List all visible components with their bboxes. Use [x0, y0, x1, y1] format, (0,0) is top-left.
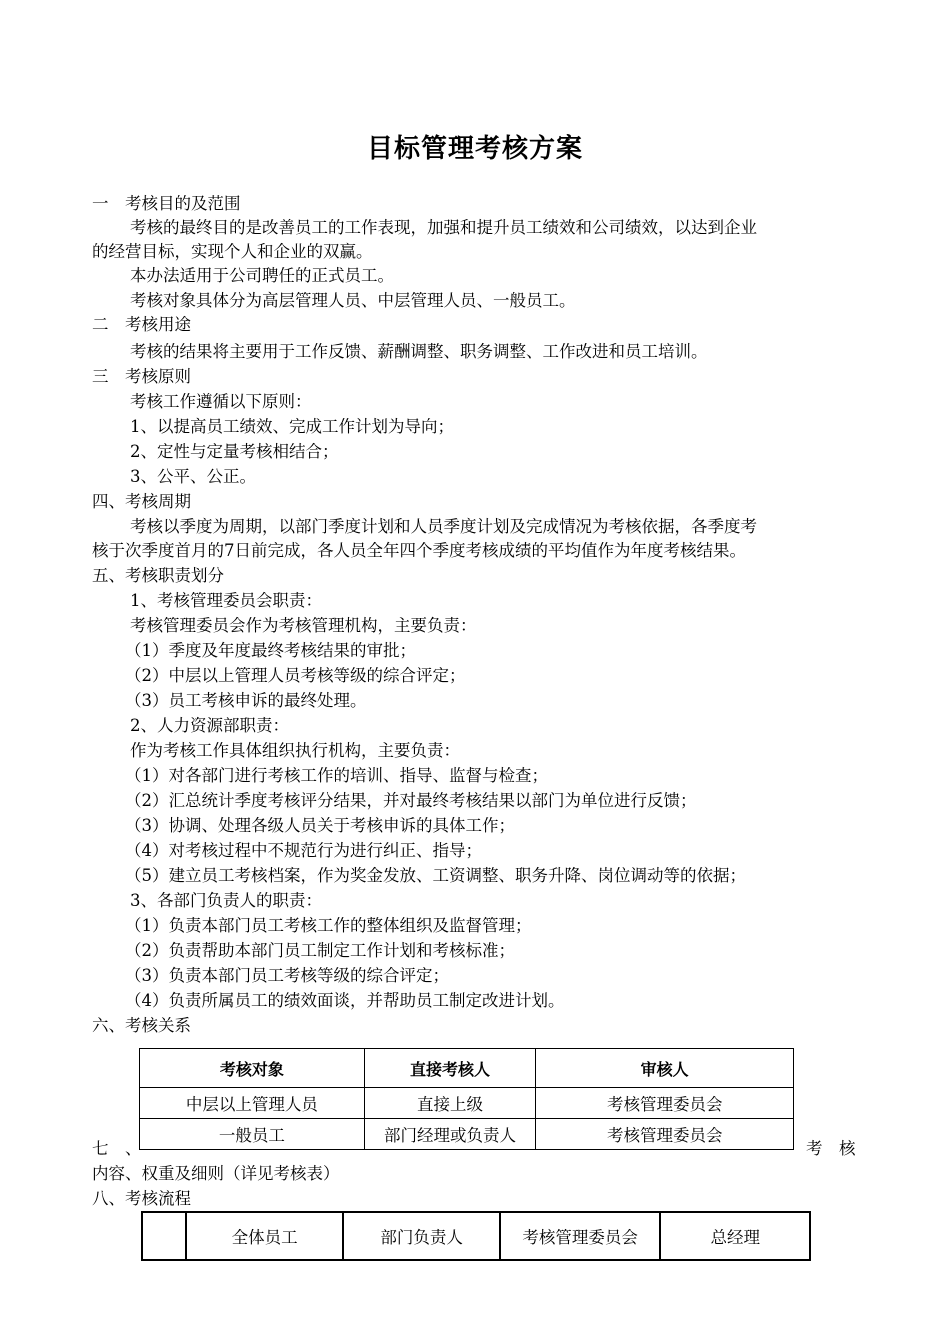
table-cell: 直接上级	[364, 1088, 536, 1119]
list-item: （1）对各部门进行考核工作的培训、指导、监督与检查；	[125, 766, 548, 785]
table-cell	[142, 1212, 186, 1260]
list-item: （3）员工考核申诉的最终处理。	[125, 691, 367, 710]
table-cell: 考核管理委员会	[536, 1119, 794, 1150]
list-item: （1）负责本部门员工考核工作的整体组织及监督管理；	[125, 916, 532, 935]
list-item: （1）季度及年度最终考核结果的审批；	[125, 641, 416, 660]
list-item: 3、公平、公正。	[130, 467, 256, 486]
paragraph-line: 的经营目标，实现个人和企业的双赢。	[92, 242, 373, 261]
table-header-row	[140, 1049, 794, 1088]
list-item: （3）协调、处理各级人员关于考核申诉的具体工作；	[125, 816, 515, 835]
section-heading: 一 考核目的及范围	[92, 194, 241, 213]
list-item: （5）建立员工考核档案，作为奖金发放、工资调整、职务升降、岗位调动等的依据；	[125, 866, 746, 885]
table-cell: 中层以上管理人员	[140, 1088, 365, 1119]
section-heading: 八、考核流程	[92, 1189, 191, 1208]
table-header-cell: 直接考核人	[364, 1049, 536, 1088]
section-heading: 七 、	[92, 1139, 142, 1158]
paragraph-line: 作为考核工作具体组织执行机构，主要负责：	[130, 741, 460, 760]
list-item: （2）汇总统计季度考核评分结果，并对最终考核结果以部门为单位进行反馈；	[125, 791, 697, 810]
paragraph-line: 核于次季度首月的7日前完成，各人员全年四个季度考核成绩的平均值作为年度考核结果。	[92, 541, 746, 560]
list-item: （4）负责所属员工的绩效面谈，并帮助员工制定改进计划。	[125, 991, 565, 1010]
table-header-cell: 考核对象	[140, 1049, 365, 1088]
relation-table	[139, 1048, 794, 1150]
table-row	[140, 1119, 794, 1150]
paragraph-line: 本办法适用于公司聘任的正式员工。	[130, 266, 394, 285]
subheading: 2、人力资源部职责：	[130, 716, 289, 735]
page-title: 目标管理考核方案	[366, 134, 583, 164]
section-heading-tail: 考 核	[806, 1139, 856, 1158]
paragraph-line: 考核以季度为周期，以部门季度计划和人员季度计划及完成情况为考核依据，各季度考	[130, 517, 757, 536]
paragraph-line: 考核对象具体分为高层管理人员、中层管理人员、一般员工。	[130, 291, 576, 310]
section-heading: 四、考核周期	[92, 492, 191, 511]
table-cell: 部门经理或负责人	[364, 1119, 536, 1150]
table-cell: 一般员工	[140, 1119, 365, 1150]
list-item: 2、定性与定量考核相结合；	[130, 442, 339, 461]
paragraph-line: 考核的结果将主要用于工作反馈、薪酬调整、职务调整、工作改进和员工培训。	[130, 342, 708, 361]
list-item: （2）负责帮助本部门员工制定工作计划和考核标准；	[125, 941, 515, 960]
section-heading: 二 考核用途	[92, 315, 191, 334]
list-item: （2）中层以上管理人员考核等级的综合评定；	[125, 666, 466, 685]
table-cell: 总经理	[660, 1212, 810, 1260]
paragraph-line: 考核工作遵循以下原则：	[130, 392, 312, 411]
list-item: 1、以提高员工绩效、完成工作计划为导向；	[130, 417, 454, 436]
section-heading: 三 考核原则	[92, 367, 191, 386]
section-heading: 五、考核职责划分	[92, 566, 224, 585]
table-cell: 全体员工	[186, 1212, 344, 1260]
list-item: （4）对考核过程中不规范行为进行纠正、指导；	[125, 841, 482, 860]
table-header-cell: 审核人	[536, 1049, 794, 1088]
list-item: （3）负责本部门员工考核等级的综合评定；	[125, 966, 449, 985]
subheading: 3、各部门负责人的职责：	[130, 891, 322, 910]
table-cell: 部门负责人	[343, 1212, 500, 1260]
process-flow-table	[141, 1211, 811, 1261]
subheading: 1、考核管理委员会职责：	[130, 591, 322, 610]
paragraph-line: 考核管理委员会作为考核管理机构，主要负责：	[130, 616, 477, 635]
table-cell: 考核管理委员会	[500, 1212, 661, 1260]
paragraph-line: 考核的最终目的是改善员工的工作表现，加强和提升员工绩效和公司绩效，以达到企业	[130, 218, 757, 237]
section-heading: 六、考核关系	[92, 1016, 191, 1035]
paragraph-line: 内容、权重及细则（详见考核表）	[92, 1164, 340, 1183]
table-row	[142, 1212, 810, 1260]
table-row	[140, 1088, 794, 1119]
table-cell: 考核管理委员会	[536, 1088, 794, 1119]
